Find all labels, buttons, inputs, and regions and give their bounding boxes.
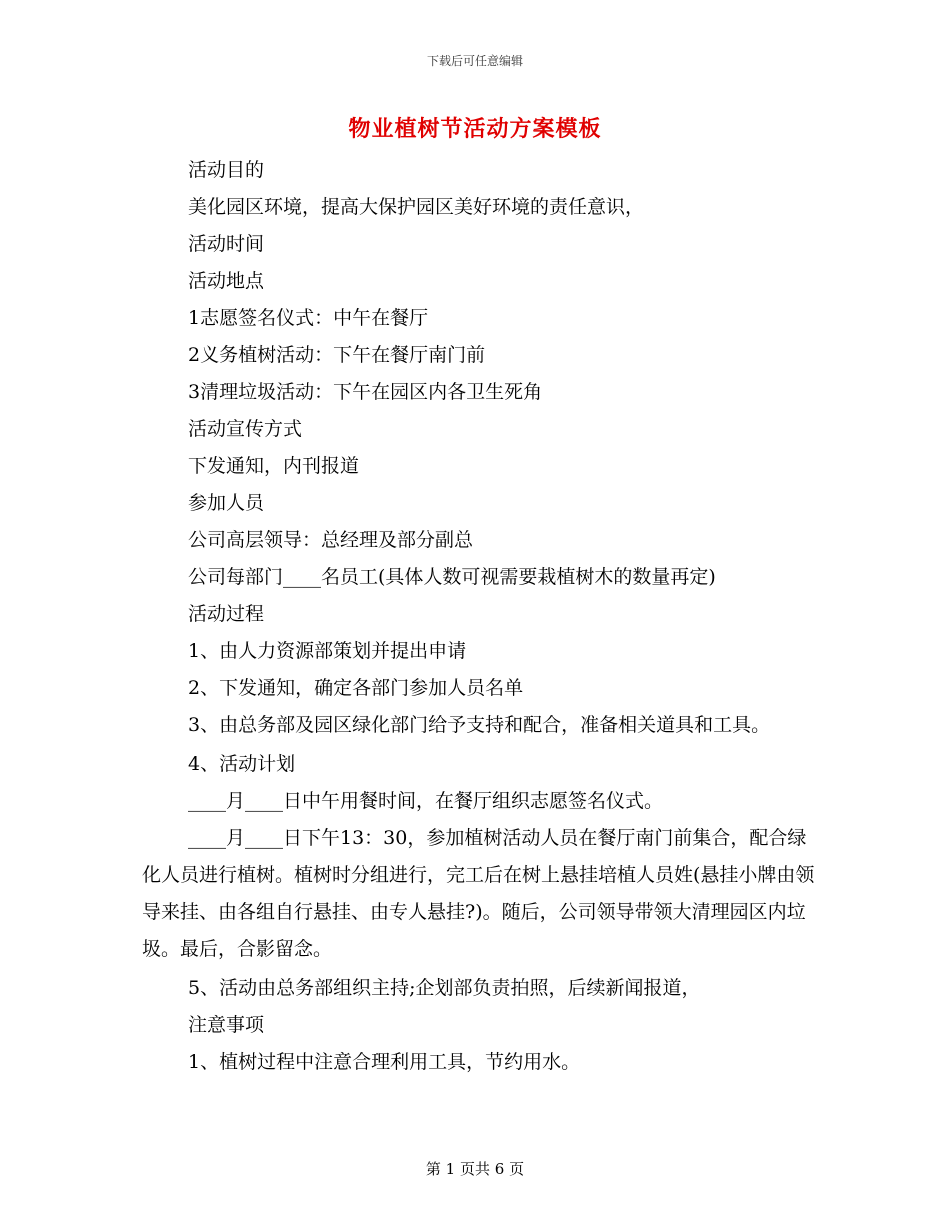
page-number: 第 1 页共 6 页 xyxy=(425,1160,525,1178)
paragraph-17: 4、活动计划 xyxy=(188,753,296,775)
paragraph-2: 美化园区环境，提高大保护园区美好环境的责任意识， xyxy=(188,196,645,218)
paragraph-7: 3清理垃圾活动：下午在园区内各卫生死角 xyxy=(188,381,543,403)
paragraph-10: 参加人员 xyxy=(188,492,265,514)
document-title: 物业植树节活动方案模板 xyxy=(348,116,602,142)
paragraph-13: 活动过程 xyxy=(188,603,265,625)
paragraph-5: 1志愿签名仪式：中午在餐厅 xyxy=(188,307,429,329)
paragraph-16: 3、由总务部及园区绿化部门给予支持和配合，准备相关道具和工具。 xyxy=(188,714,771,736)
paragraph-12: 公司每部门____名员工(具体人数可视需要栽植树木的数量再定) xyxy=(188,566,716,588)
paragraph-21: 注意事项 xyxy=(188,1014,265,1036)
paragraph-1: 活动目的 xyxy=(188,159,265,181)
header-note: 下载后可任意编辑 xyxy=(426,54,523,68)
paragraph-6: 2义务植树活动：下午在餐厅南门前 xyxy=(188,344,486,366)
paragraph-14: 1、由人力资源部策划并提出申请 xyxy=(188,640,467,662)
paragraph-8: 活动宣传方式 xyxy=(188,418,303,440)
paragraph-9: 下发通知，内刊报道 xyxy=(188,455,360,477)
paragraph-18: ____月____日中午用餐时间，在餐厅组织志愿签名仪式。 xyxy=(188,790,664,812)
paragraph-4: 活动地点 xyxy=(188,270,265,292)
paragraph-19: ____月____日下午13：30，参加植树活动人员在餐厅南门前集合，配合绿化人员进行植树。植树时分组进行，完工后在树上悬挂培植人员姓(悬挂小牌由领导来挂、由各组自行悬挂、由专人悬挂?)。随后，公司领导带领大清理园区内垃圾。最后，合影留念。 xyxy=(142,827,815,960)
paragraph-22: 1、植树过程中注意合理利用工具，节约用水。 xyxy=(188,1051,581,1073)
paragraph-15: 2、下发通知，确定各部门参加人员名单 xyxy=(188,677,524,699)
document-body xyxy=(142,152,822,1081)
paragraph-20: 5、活动由总务部组织主持;企划部负责拍照，后续新闻报道， xyxy=(188,977,701,999)
paragraph-11: 公司高层领导：总经理及部分副总 xyxy=(188,529,474,551)
paragraph-3: 活动时间 xyxy=(188,233,265,255)
